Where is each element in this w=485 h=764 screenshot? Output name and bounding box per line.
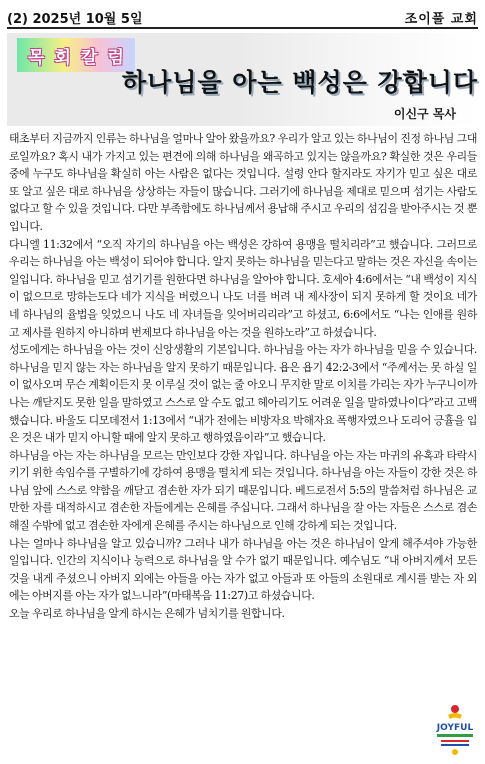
header-rule <box>7 27 478 29</box>
issue-date: (2) 2025년 10월 5일 <box>7 12 143 27</box>
body-paragraph: 나는 얼마나 하나님을 알고 있습니까? 그러나 내가 하나님을 아는 것은 하나님이 알게 해주셔야 가능한 일입니다. 인간의 지식이나 능력으로 하나님을 알 수가 없기 때문입니다. 예수님도 “내 아버지께서 모든 것을 내게 주셨으니 아버지 외에는 아들을 아는 자가 없고 아들과 또 아들의 소원대로 계시를 받는 자 외에는 아버지를 아는 자가 없느니라”(마태복음 11:27)고 하셨습니다. <box>9 536 477 603</box>
column-title-banner <box>7 33 478 126</box>
body-paragraph: 태초부터 지금까지 인류는 하나님을 얼마나 알아 왔을까요? 우리가 알고 있는 하나님이 진정 하나님 그대로일까요? 혹시 내가 가지고 있는 편견에 의해 하나님을 왜곡하고 있지는 않을까요? 확실한 것은 우리들 중에 누구도 하나님을 확실히 아는 사람은 없다는 것입니다. 설령 안다 할지라도 자기가 믿고 싶은 대로 또 알고 싶은 대로 하나님을 상상하는 자들이 많습니다. 그러기에 하나님을 제대로 믿으며 섬기는 사람도 없다고 할 수 있을 것입니다. 다만 부족함에도 하나님께서 용납해 주시고 우리의 섬김을 받아주시는 것 뿐입니다. <box>9 132 477 233</box>
column-tag <box>17 38 135 72</box>
author-name: 이신구 목사 <box>393 107 456 121</box>
body-paragraph: 다니엘 11:32에서 “오직 자기의 하나님을 아는 백성은 강하여 용맹을 떨치리라”고 했습니다. 그러므로 우리는 하나님을 아는 백성이 되어야 합니다. 알지 못하는 하나님을 믿는다고 말하는 것은 자신을 속이는 일입니다. 하나님을 믿고 섬기기를 원한다면 하나님을 알아야 합니다. 호세아 4:6에서는 “내 백성이 지식이 없으므로 망하는도다 네가 지식을 버렸으니 나도 너를 버려 내 제사장이 되지 못하게 할 것이요 네가 네 하나님의 율법을 잊었으니 나도 네 자녀들을 잊어버리리라”고 하셨고, 6:6에서도 “나는 인애를 원하고 제사를 원하지 아니하며 번제보다 하나님을 아는 것을 원하노라”고 하셨습니다. <box>9 237 477 339</box>
column-tag-char: 칼 <box>81 47 98 68</box>
column-tag-char: 회 <box>54 47 71 68</box>
page-header <box>7 5 478 27</box>
body-paragraph: 오늘 우리로 하나님을 알게 하시는 은혜가 넘치기를 원합니다. <box>9 607 285 621</box>
church-logo <box>431 702 479 758</box>
logo-wordmark: JOYFUL <box>436 723 474 733</box>
church-name: 조이풀 교회 <box>404 12 478 27</box>
column-title: 하나님을 아는 백성은 강합니다 <box>122 68 479 97</box>
column-tag-char: 럼 <box>107 47 124 68</box>
column-body <box>9 130 477 623</box>
body-paragraph: 성도에게는 하나님을 아는 것이 신앙생활의 기본입니다. 하나님을 아는 자가 하나님을 믿을 수 있습니다. 하나님을 믿지 않는 자는 하나님을 알지 못하기 때문입니다. 욥은 욥기 42:2-3에서 “주께서는 못 하실 일이 없사오며 무슨 계획이든지 못 이루실 것이 없는 줄 아오니 무지한 말로 이치를 가리는 자가 누구니이까 나는 깨닫지도 못한 일을 말하였고 스스로 알 수도 없고 헤아리기도 어려운 일을 말하였나이다”라고 고백했습니다. 바울도 디모데전서 1:13에서 “내가 전에는 비방자요 박해자요 폭행자였으나 도리어 긍휼을 입은 것은 내가 믿지 아니할 때에 알지 못하고 행하였음이라”고 했습니다. <box>9 343 477 445</box>
column-tag-char: 목 <box>28 47 45 68</box>
joyful-logo-icon <box>431 702 479 758</box>
body-paragraph: 하나님을 아는 자는 하나님을 모르는 만인보다 강한 자입니다. 하나님을 아는 자는 마귀의 유혹과 타락시키기 위한 속임수를 구별하기에 강하여 용맹을 떨치게 되는 것입니다. 하나님을 아는 자들이 강한 것은 하나님 앞에 스스로 약함을 깨닫고 겸손한 자가 되기 때문입니다. 베드로전서 5:5의 말씀처럼 하나님은 교만한 자를 대적하시고 겸손한 자들에게는 은혜를 주십니다. 그래서 하나님을 잘 아는 자들은 스스로 겸손해질 수밖에 없고 겸손한 자에게 은혜를 주시는 하나님으로 인해 강하게 되는 것입니다. <box>9 448 477 533</box>
